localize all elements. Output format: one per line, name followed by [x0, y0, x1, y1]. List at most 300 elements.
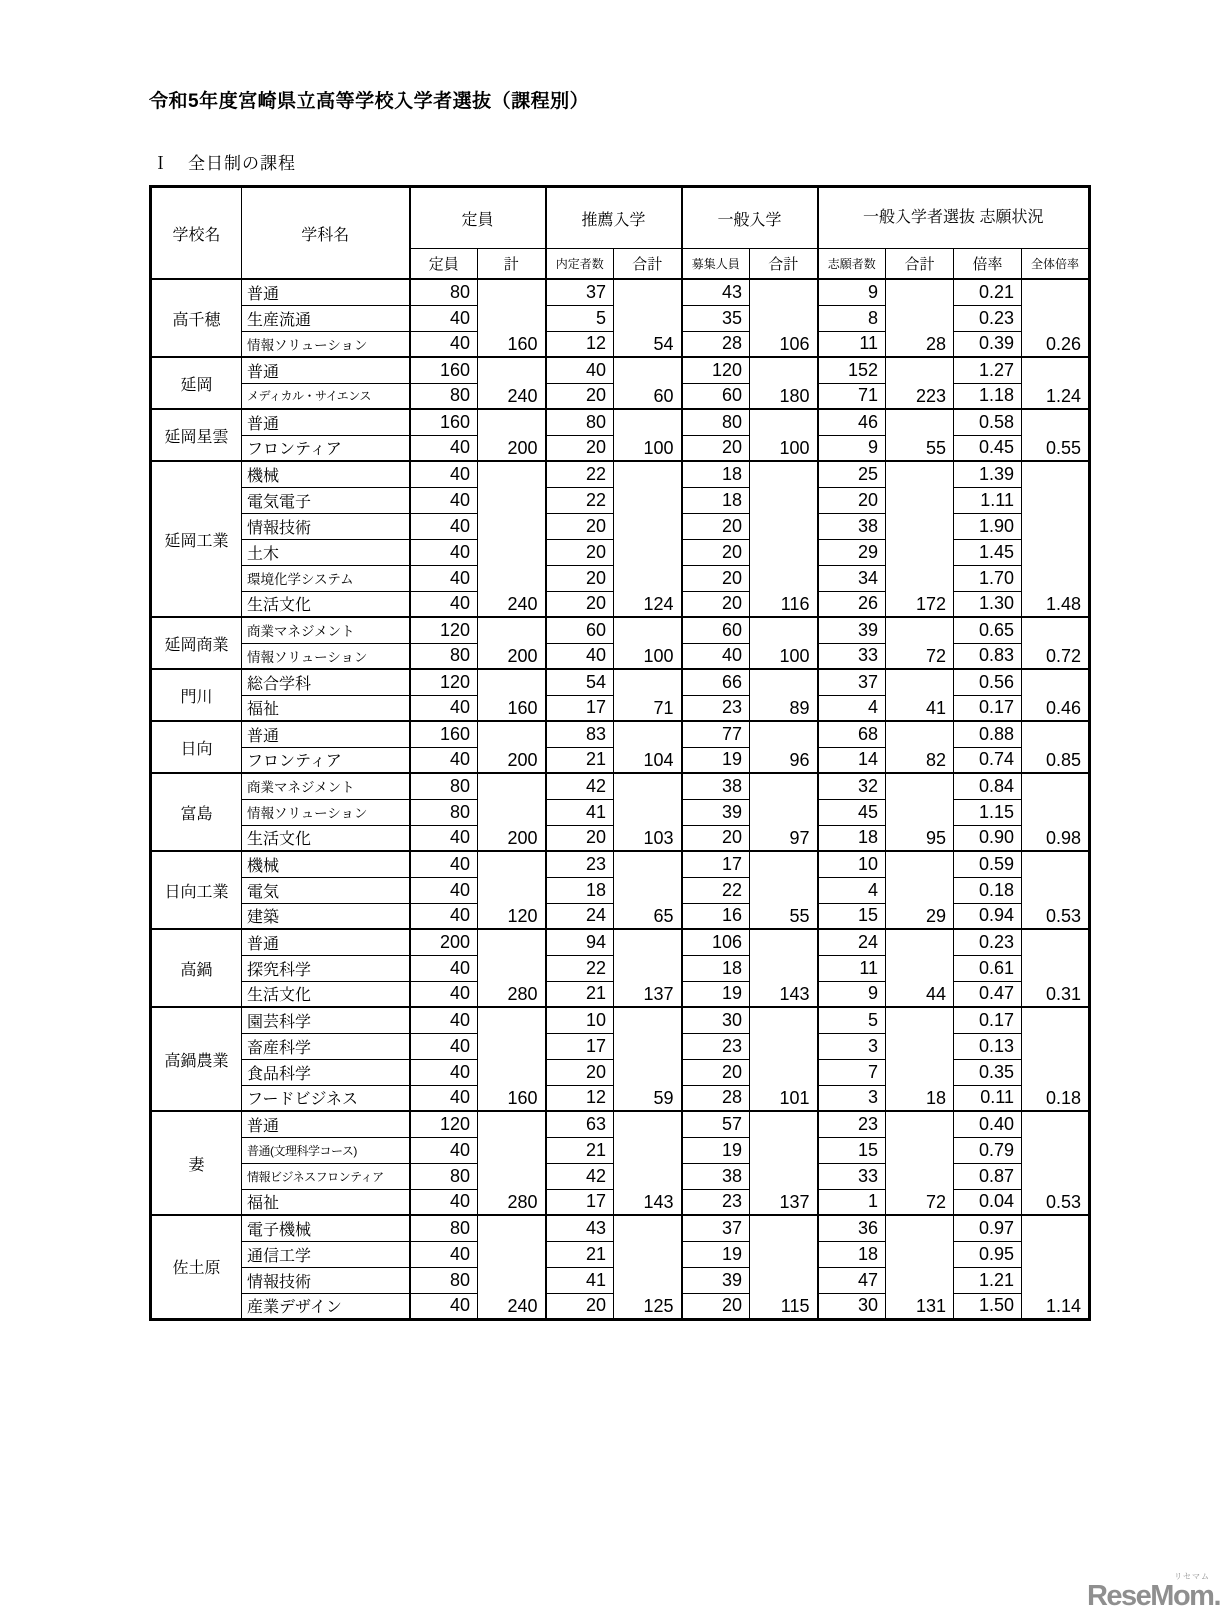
capacity-cell: 120: [410, 617, 478, 643]
applicant-count-cell: 45: [818, 799, 886, 825]
recommend-count-cell: 42: [546, 773, 614, 799]
general-quota-cell: 60: [682, 617, 750, 643]
col-group-general: 一般入学: [682, 187, 818, 249]
ratio-cell: 1.39: [954, 461, 1022, 487]
overall-ratio-cell: 0.46: [1022, 669, 1090, 721]
general-quota-cell: 39: [682, 799, 750, 825]
overall-ratio-cell: 1.48: [1022, 461, 1090, 617]
capacity-cell: 80: [410, 799, 478, 825]
recommend-count-cell: 20: [546, 1059, 614, 1085]
table-row: [151, 357, 1090, 383]
general-quota-cell: 20: [682, 565, 750, 591]
applicant-count-cell: 4: [818, 877, 886, 903]
recommend-total-cell: 125: [614, 1215, 682, 1319]
capacity-cell: 80: [410, 1163, 478, 1189]
capacity-cell: 80: [410, 643, 478, 669]
applicant-count-cell: 25: [818, 461, 886, 487]
school-name-cell: 日向工業: [151, 851, 242, 929]
applicant-count-cell: 14: [818, 747, 886, 773]
ratio-cell: 0.97: [954, 1215, 1022, 1241]
recommend-count-cell: 20: [546, 539, 614, 565]
applicant-total-cell: 95: [886, 773, 954, 851]
col-header-applicant-total: 合計: [886, 249, 954, 280]
ratio-cell: 0.47: [954, 981, 1022, 1007]
department-cell: フロンティア: [242, 747, 410, 773]
ratio-cell: 1.18: [954, 383, 1022, 409]
section-heading: Ｉ 全日制の課程: [152, 154, 296, 173]
department-cell: 情報ソリューション: [242, 331, 410, 357]
recommend-total-cell: 100: [614, 409, 682, 461]
general-quota-cell: 37: [682, 1215, 750, 1241]
applicant-count-cell: 71: [818, 383, 886, 409]
department-cell: 機械: [242, 851, 410, 877]
capacity-cell: 40: [410, 565, 478, 591]
department-cell: 生産流通: [242, 305, 410, 331]
general-quota-cell: 35: [682, 305, 750, 331]
applicant-total-cell: 72: [886, 617, 954, 669]
general-quota-cell: 20: [682, 539, 750, 565]
capacity-cell: 40: [410, 305, 478, 331]
applicant-count-cell: 152: [818, 357, 886, 383]
applicant-total-cell: 82: [886, 721, 954, 773]
applicant-count-cell: 68: [818, 721, 886, 747]
header-row-groups: [151, 187, 1090, 249]
recommend-total-cell: 71: [614, 669, 682, 721]
recommend-count-cell: 41: [546, 799, 614, 825]
applicant-total-cell: 44: [886, 929, 954, 1007]
recommend-total-cell: 143: [614, 1111, 682, 1215]
department-cell: 商業マネジメント: [242, 617, 410, 643]
general-total-cell: 97: [750, 773, 818, 851]
capacity-cell: 40: [410, 539, 478, 565]
resemom-logo: [1060, 1572, 1220, 1610]
ratio-cell: 1.11: [954, 487, 1022, 513]
capacity-total-cell: 120: [478, 851, 546, 929]
applicant-count-cell: 7: [818, 1059, 886, 1085]
table-body: [151, 279, 1090, 1319]
general-total-cell: 116: [750, 461, 818, 617]
ratio-cell: 1.27: [954, 357, 1022, 383]
capacity-total-cell: 240: [478, 461, 546, 617]
general-total-cell: 180: [750, 357, 818, 409]
applicant-count-cell: 38: [818, 513, 886, 539]
general-quota-cell: 20: [682, 1059, 750, 1085]
capacity-cell: 40: [410, 1189, 478, 1215]
general-quota-cell: 19: [682, 981, 750, 1007]
general-quota-cell: 106: [682, 929, 750, 955]
department-cell: 普通: [242, 721, 410, 747]
ratio-cell: 0.21: [954, 279, 1022, 305]
capacity-cell: 80: [410, 383, 478, 409]
recommend-count-cell: 17: [546, 695, 614, 721]
admissions-table: [149, 185, 1091, 1321]
recommend-count-cell: 21: [546, 1137, 614, 1163]
capacity-cell: 40: [410, 461, 478, 487]
recommend-count-cell: 22: [546, 461, 614, 487]
ratio-cell: 0.04: [954, 1189, 1022, 1215]
school-name-cell: 高千穂: [151, 279, 242, 357]
ratio-cell: 0.35: [954, 1059, 1022, 1085]
capacity-cell: 40: [410, 1033, 478, 1059]
applicant-count-cell: 9: [818, 981, 886, 1007]
department-cell: 電子機械: [242, 1215, 410, 1241]
applicant-total-cell: 223: [886, 357, 954, 409]
recommend-count-cell: 41: [546, 1267, 614, 1293]
ratio-cell: 1.70: [954, 565, 1022, 591]
general-quota-cell: 60: [682, 383, 750, 409]
capacity-total-cell: 200: [478, 617, 546, 669]
department-cell: 普通: [242, 1111, 410, 1137]
ratio-cell: 0.84: [954, 773, 1022, 799]
department-cell: 総合学科: [242, 669, 410, 695]
school-name-cell: 延岡商業: [151, 617, 242, 669]
capacity-cell: 40: [410, 877, 478, 903]
general-total-cell: 100: [750, 409, 818, 461]
capacity-cell: 160: [410, 721, 478, 747]
ratio-cell: 0.74: [954, 747, 1022, 773]
col-header-recommend-total: 合計: [614, 249, 682, 280]
recommend-total-cell: 100: [614, 617, 682, 669]
general-quota-cell: 19: [682, 1137, 750, 1163]
recommend-count-cell: 20: [546, 825, 614, 851]
overall-ratio-cell: 0.53: [1022, 1111, 1090, 1215]
capacity-cell: 40: [410, 1007, 478, 1033]
general-quota-cell: 23: [682, 1189, 750, 1215]
col-header-recommend-count: 内定者数: [546, 249, 614, 280]
recommend-count-cell: 21: [546, 747, 614, 773]
ratio-cell: 1.21: [954, 1267, 1022, 1293]
applicant-count-cell: 33: [818, 643, 886, 669]
recommend-count-cell: 20: [546, 435, 614, 461]
recommend-total-cell: 65: [614, 851, 682, 929]
recommend-count-cell: 18: [546, 877, 614, 903]
ratio-cell: 0.94: [954, 903, 1022, 929]
applicant-count-cell: 36: [818, 1215, 886, 1241]
general-total-cell: 137: [750, 1111, 818, 1215]
department-cell: 商業マネジメント: [242, 773, 410, 799]
capacity-cell: 80: [410, 1267, 478, 1293]
ratio-cell: 0.90: [954, 825, 1022, 851]
recommend-count-cell: 63: [546, 1111, 614, 1137]
ratio-cell: 1.30: [954, 591, 1022, 617]
capacity-cell: 40: [410, 747, 478, 773]
recommend-total-cell: 54: [614, 279, 682, 357]
recommend-count-cell: 20: [546, 591, 614, 617]
general-quota-cell: 38: [682, 1163, 750, 1189]
col-header-overall-ratio: 全体倍率: [1022, 249, 1090, 280]
department-cell: 情報技術: [242, 513, 410, 539]
applicant-count-cell: 30: [818, 1293, 886, 1319]
capacity-cell: 40: [410, 1241, 478, 1267]
department-cell: 建築: [242, 903, 410, 929]
table-row: [151, 669, 1090, 695]
recommend-count-cell: 60: [546, 617, 614, 643]
general-quota-cell: 20: [682, 591, 750, 617]
recommend-total-cell: 124: [614, 461, 682, 617]
applicant-count-cell: 9: [818, 279, 886, 305]
overall-ratio-cell: 0.53: [1022, 851, 1090, 929]
ratio-cell: 0.17: [954, 1007, 1022, 1033]
general-quota-cell: 57: [682, 1111, 750, 1137]
capacity-cell: 40: [410, 331, 478, 357]
capacity-cell: 40: [410, 955, 478, 981]
general-quota-cell: 16: [682, 903, 750, 929]
capacity-total-cell: 160: [478, 279, 546, 357]
applicant-total-cell: 41: [886, 669, 954, 721]
applicant-count-cell: 18: [818, 1241, 886, 1267]
department-cell: 機械: [242, 461, 410, 487]
applicant-count-cell: 32: [818, 773, 886, 799]
table-row: [151, 279, 1090, 305]
col-header-capacity: 定員: [410, 249, 478, 280]
general-total-cell: 101: [750, 1007, 818, 1111]
logo-wordmark: ReseMom.: [1086, 1580, 1220, 1612]
capacity-total-cell: 200: [478, 721, 546, 773]
capacity-cell: 200: [410, 929, 478, 955]
ratio-cell: 0.40: [954, 1111, 1022, 1137]
general-total-cell: 106: [750, 279, 818, 357]
general-quota-cell: 40: [682, 643, 750, 669]
school-name-cell: 富島: [151, 773, 242, 851]
capacity-total-cell: 160: [478, 1007, 546, 1111]
school-name-cell: 日向: [151, 721, 242, 773]
general-quota-cell: 20: [682, 1293, 750, 1319]
school-name-cell: 佐土原: [151, 1215, 242, 1319]
logo-ruby-text: リセマム: [1174, 1572, 1210, 1581]
col-header-general-quota: 募集人員: [682, 249, 750, 280]
ratio-cell: 1.50: [954, 1293, 1022, 1319]
overall-ratio-cell: 1.24: [1022, 357, 1090, 409]
department-cell: フードビジネス: [242, 1085, 410, 1111]
capacity-total-cell: 160: [478, 669, 546, 721]
ratio-cell: 0.39: [954, 331, 1022, 357]
overall-ratio-cell: 1.14: [1022, 1215, 1090, 1319]
ratio-cell: 0.61: [954, 955, 1022, 981]
department-cell: メディカル・サイエンス: [242, 383, 410, 409]
table-row: [151, 409, 1090, 435]
capacity-cell: 40: [410, 435, 478, 461]
table-row: [151, 1215, 1090, 1241]
recommend-total-cell: 104: [614, 721, 682, 773]
recommend-count-cell: 83: [546, 721, 614, 747]
recommend-total-cell: 103: [614, 773, 682, 851]
general-total-cell: 55: [750, 851, 818, 929]
capacity-cell: 40: [410, 591, 478, 617]
applicant-count-cell: 15: [818, 1137, 886, 1163]
general-quota-cell: 66: [682, 669, 750, 695]
col-header-capacity-total: 計: [478, 249, 546, 280]
capacity-cell: 120: [410, 669, 478, 695]
general-quota-cell: 18: [682, 461, 750, 487]
overall-ratio-cell: 0.72: [1022, 617, 1090, 669]
applicant-count-cell: 29: [818, 539, 886, 565]
ratio-cell: 0.95: [954, 1241, 1022, 1267]
department-cell: 生活文化: [242, 825, 410, 851]
department-cell: 探究科学: [242, 955, 410, 981]
overall-ratio-cell: 0.31: [1022, 929, 1090, 1007]
recommend-count-cell: 21: [546, 981, 614, 1007]
applicant-count-cell: 15: [818, 903, 886, 929]
general-quota-cell: 22: [682, 877, 750, 903]
department-cell: 情報技術: [242, 1267, 410, 1293]
department-cell: 普通: [242, 357, 410, 383]
school-name-cell: 延岡工業: [151, 461, 242, 617]
table-row: [151, 1007, 1090, 1033]
applicant-count-cell: 26: [818, 591, 886, 617]
ratio-cell: 0.17: [954, 695, 1022, 721]
table-row: [151, 929, 1090, 955]
ratio-cell: 0.58: [954, 409, 1022, 435]
capacity-cell: 80: [410, 1215, 478, 1241]
general-quota-cell: 28: [682, 331, 750, 357]
applicant-total-cell: 28: [886, 279, 954, 357]
applicant-total-cell: 72: [886, 1111, 954, 1215]
department-cell: 園芸科学: [242, 1007, 410, 1033]
col-group-applicant-status: 一般入学者選抜 志願状況: [818, 187, 1090, 249]
capacity-cell: 40: [410, 513, 478, 539]
ratio-cell: 0.88: [954, 721, 1022, 747]
applicant-total-cell: 131: [886, 1215, 954, 1319]
department-cell: 情報ソリューション: [242, 643, 410, 669]
applicant-count-cell: 33: [818, 1163, 886, 1189]
recommend-count-cell: 20: [546, 565, 614, 591]
ratio-cell: 0.45: [954, 435, 1022, 461]
general-total-cell: 143: [750, 929, 818, 1007]
capacity-cell: 40: [410, 487, 478, 513]
capacity-cell: 40: [410, 1085, 478, 1111]
recommend-count-cell: 40: [546, 643, 614, 669]
recommend-count-cell: 20: [546, 383, 614, 409]
department-cell: 食品科学: [242, 1059, 410, 1085]
ratio-cell: 0.13: [954, 1033, 1022, 1059]
capacity-cell: 40: [410, 695, 478, 721]
recommend-count-cell: 21: [546, 1241, 614, 1267]
recommend-count-cell: 43: [546, 1215, 614, 1241]
capacity-cell: 40: [410, 1293, 478, 1319]
capacity-cell: 160: [410, 357, 478, 383]
col-header-school: 学校名: [151, 187, 242, 280]
ratio-cell: 0.23: [954, 305, 1022, 331]
col-group-recommend: 推薦入学: [546, 187, 682, 249]
applicant-count-cell: 18: [818, 825, 886, 851]
applicant-total-cell: 29: [886, 851, 954, 929]
applicant-total-cell: 172: [886, 461, 954, 617]
table-row: [151, 617, 1090, 643]
capacity-total-cell: 200: [478, 409, 546, 461]
capacity-cell: 160: [410, 409, 478, 435]
applicant-count-cell: 47: [818, 1267, 886, 1293]
general-quota-cell: 23: [682, 1033, 750, 1059]
capacity-total-cell: 240: [478, 1215, 546, 1319]
recommend-total-cell: 60: [614, 357, 682, 409]
general-quota-cell: 43: [682, 279, 750, 305]
capacity-total-cell: 240: [478, 357, 546, 409]
recommend-count-cell: 12: [546, 1085, 614, 1111]
overall-ratio-cell: 0.98: [1022, 773, 1090, 851]
overall-ratio-cell: 0.26: [1022, 279, 1090, 357]
col-header-general-total: 合計: [750, 249, 818, 280]
applicant-count-cell: 3: [818, 1033, 886, 1059]
capacity-cell: 120: [410, 1111, 478, 1137]
general-quota-cell: 17: [682, 851, 750, 877]
applicant-total-cell: 18: [886, 1007, 954, 1111]
general-quota-cell: 19: [682, 747, 750, 773]
table-row: [151, 851, 1090, 877]
recommend-count-cell: 37: [546, 279, 614, 305]
table-row: [151, 773, 1090, 799]
ratio-cell: 0.59: [954, 851, 1022, 877]
capacity-cell: 80: [410, 279, 478, 305]
school-name-cell: 高鍋農業: [151, 1007, 242, 1111]
general-quota-cell: 30: [682, 1007, 750, 1033]
applicant-count-cell: 3: [818, 1085, 886, 1111]
recommend-count-cell: 22: [546, 955, 614, 981]
applicant-count-cell: 46: [818, 409, 886, 435]
recommend-count-cell: 20: [546, 513, 614, 539]
department-cell: 通信工学: [242, 1241, 410, 1267]
ratio-cell: 0.87: [954, 1163, 1022, 1189]
department-cell: フロンティア: [242, 435, 410, 461]
department-cell: 情報ビジネスフロンティア: [242, 1163, 410, 1189]
capacity-cell: 40: [410, 1137, 478, 1163]
ratio-cell: 0.23: [954, 929, 1022, 955]
ratio-cell: 1.45: [954, 539, 1022, 565]
capacity-total-cell: 200: [478, 773, 546, 851]
recommend-count-cell: 80: [546, 409, 614, 435]
recommend-count-cell: 42: [546, 1163, 614, 1189]
page-title: 令和5年度宮崎県立高等学校入学者選抜（課程別）: [149, 91, 590, 112]
recommend-count-cell: 10: [546, 1007, 614, 1033]
applicant-count-cell: 10: [818, 851, 886, 877]
department-cell: 情報ソリューション: [242, 799, 410, 825]
department-cell: 普通: [242, 279, 410, 305]
school-name-cell: 高鍋: [151, 929, 242, 1007]
department-cell: 環境化学システム: [242, 565, 410, 591]
ratio-cell: 0.11: [954, 1085, 1022, 1111]
applicant-count-cell: 11: [818, 331, 886, 357]
applicant-count-cell: 8: [818, 305, 886, 331]
applicant-count-cell: 23: [818, 1111, 886, 1137]
capacity-total-cell: 280: [478, 1111, 546, 1215]
general-quota-cell: 28: [682, 1085, 750, 1111]
applicant-count-cell: 34: [818, 565, 886, 591]
recommend-count-cell: 20: [546, 1293, 614, 1319]
recommend-count-cell: 40: [546, 357, 614, 383]
general-total-cell: 100: [750, 617, 818, 669]
general-quota-cell: 23: [682, 695, 750, 721]
general-total-cell: 89: [750, 669, 818, 721]
ratio-cell: 0.18: [954, 877, 1022, 903]
overall-ratio-cell: 0.18: [1022, 1007, 1090, 1111]
department-cell: 普通: [242, 409, 410, 435]
recommend-count-cell: 54: [546, 669, 614, 695]
capacity-total-cell: 280: [478, 929, 546, 1007]
recommend-count-cell: 24: [546, 903, 614, 929]
department-cell: 生活文化: [242, 591, 410, 617]
capacity-cell: 40: [410, 851, 478, 877]
applicant-count-cell: 5: [818, 1007, 886, 1033]
school-name-cell: 延岡: [151, 357, 242, 409]
department-cell: 産業デザイン: [242, 1293, 410, 1319]
general-quota-cell: 19: [682, 1241, 750, 1267]
applicant-total-cell: 55: [886, 409, 954, 461]
ratio-cell: 0.79: [954, 1137, 1022, 1163]
applicant-count-cell: 39: [818, 617, 886, 643]
table-row: [151, 461, 1090, 487]
capacity-cell: 40: [410, 903, 478, 929]
capacity-cell: 40: [410, 825, 478, 851]
col-header-applicant-count: 志願者数: [818, 249, 886, 280]
